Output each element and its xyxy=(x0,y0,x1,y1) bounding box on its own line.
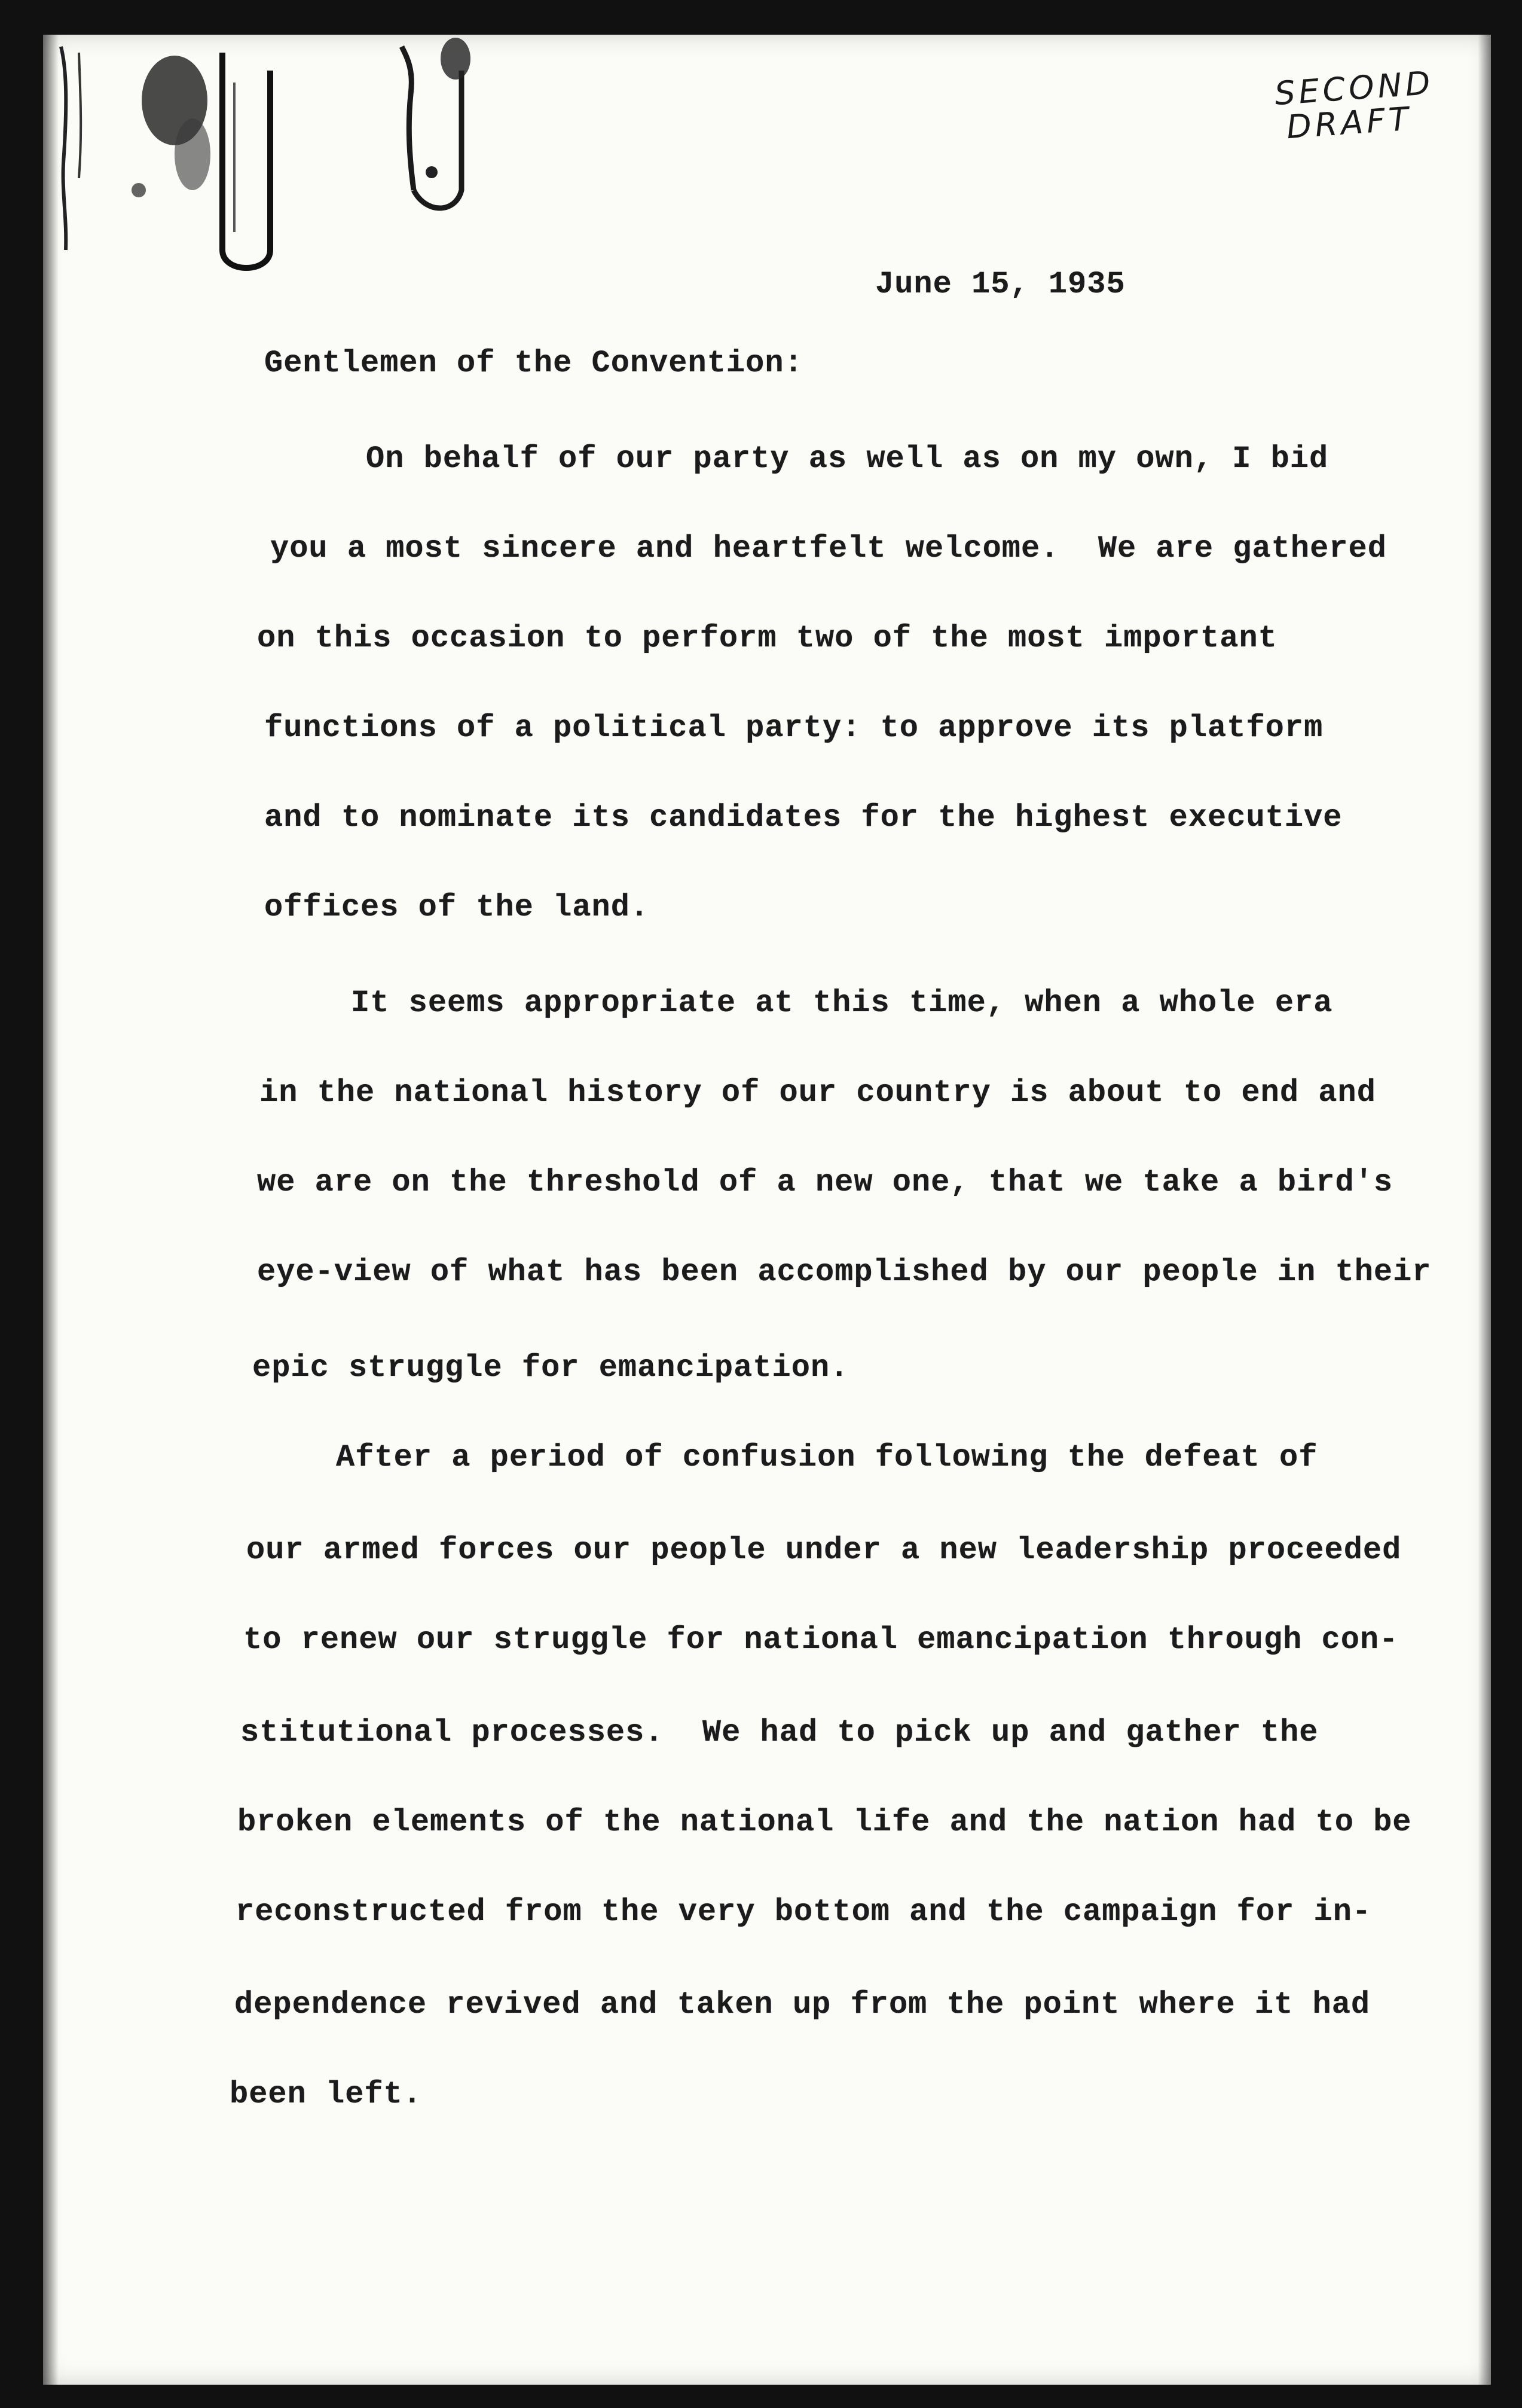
body-line: dependence revived and taken up from the point where it had xyxy=(234,1987,1371,2022)
body-line: our armed forces our people under a new leadership proceeded xyxy=(246,1533,1402,1568)
paperclip-marks xyxy=(43,35,581,334)
paper-shadow-right xyxy=(1478,35,1491,2385)
body-line: to renew our struggle for national emancipation through con- xyxy=(243,1622,1399,1658)
letter-salutation: Gentlemen of the Convention: xyxy=(264,346,803,381)
typed-page xyxy=(43,35,1491,2385)
handwritten-note-line-2: DRAFT xyxy=(1285,99,1414,147)
body-line: been left. xyxy=(230,2077,423,2112)
body-line: It seems appropriate at this time, when a whole era xyxy=(351,985,1333,1021)
body-line: broken elements of the national life and the nation had to be xyxy=(237,1805,1412,1840)
body-line: on this occasion to perform two of the most important xyxy=(257,621,1277,656)
handwritten-note-line-1: SECOND xyxy=(1273,63,1435,113)
letter-date: June 15, 1935 xyxy=(875,267,1126,302)
body-line: offices of the land. xyxy=(264,890,650,925)
paper-shadow-left xyxy=(43,35,59,2385)
body-line: epic struggle for emancipation. xyxy=(252,1350,849,1385)
body-line: On behalf of our party as well as on my own, I bid xyxy=(366,441,1329,477)
body-line: After a period of confusion following the defeat of xyxy=(336,1440,1318,1475)
body-line: you a most sincere and heartfelt welcome. We are gathered xyxy=(270,531,1387,566)
body-line: and to nominate its candidates for the highest executive xyxy=(264,800,1343,835)
body-line: in the national history of our country is about to end and xyxy=(259,1075,1376,1110)
body-line: reconstructed from the very bottom and the campaign for in- xyxy=(236,1894,1372,1930)
body-line: we are on the threshold of a new one, that we take a bird's xyxy=(257,1165,1393,1200)
body-line: eye-view of what has been accomplished by our people in their xyxy=(257,1255,1432,1290)
body-line: functions of a political party: to approve its platform xyxy=(264,710,1324,746)
body-line: stitutional processes. We had to pick up and gather the xyxy=(240,1715,1319,1750)
